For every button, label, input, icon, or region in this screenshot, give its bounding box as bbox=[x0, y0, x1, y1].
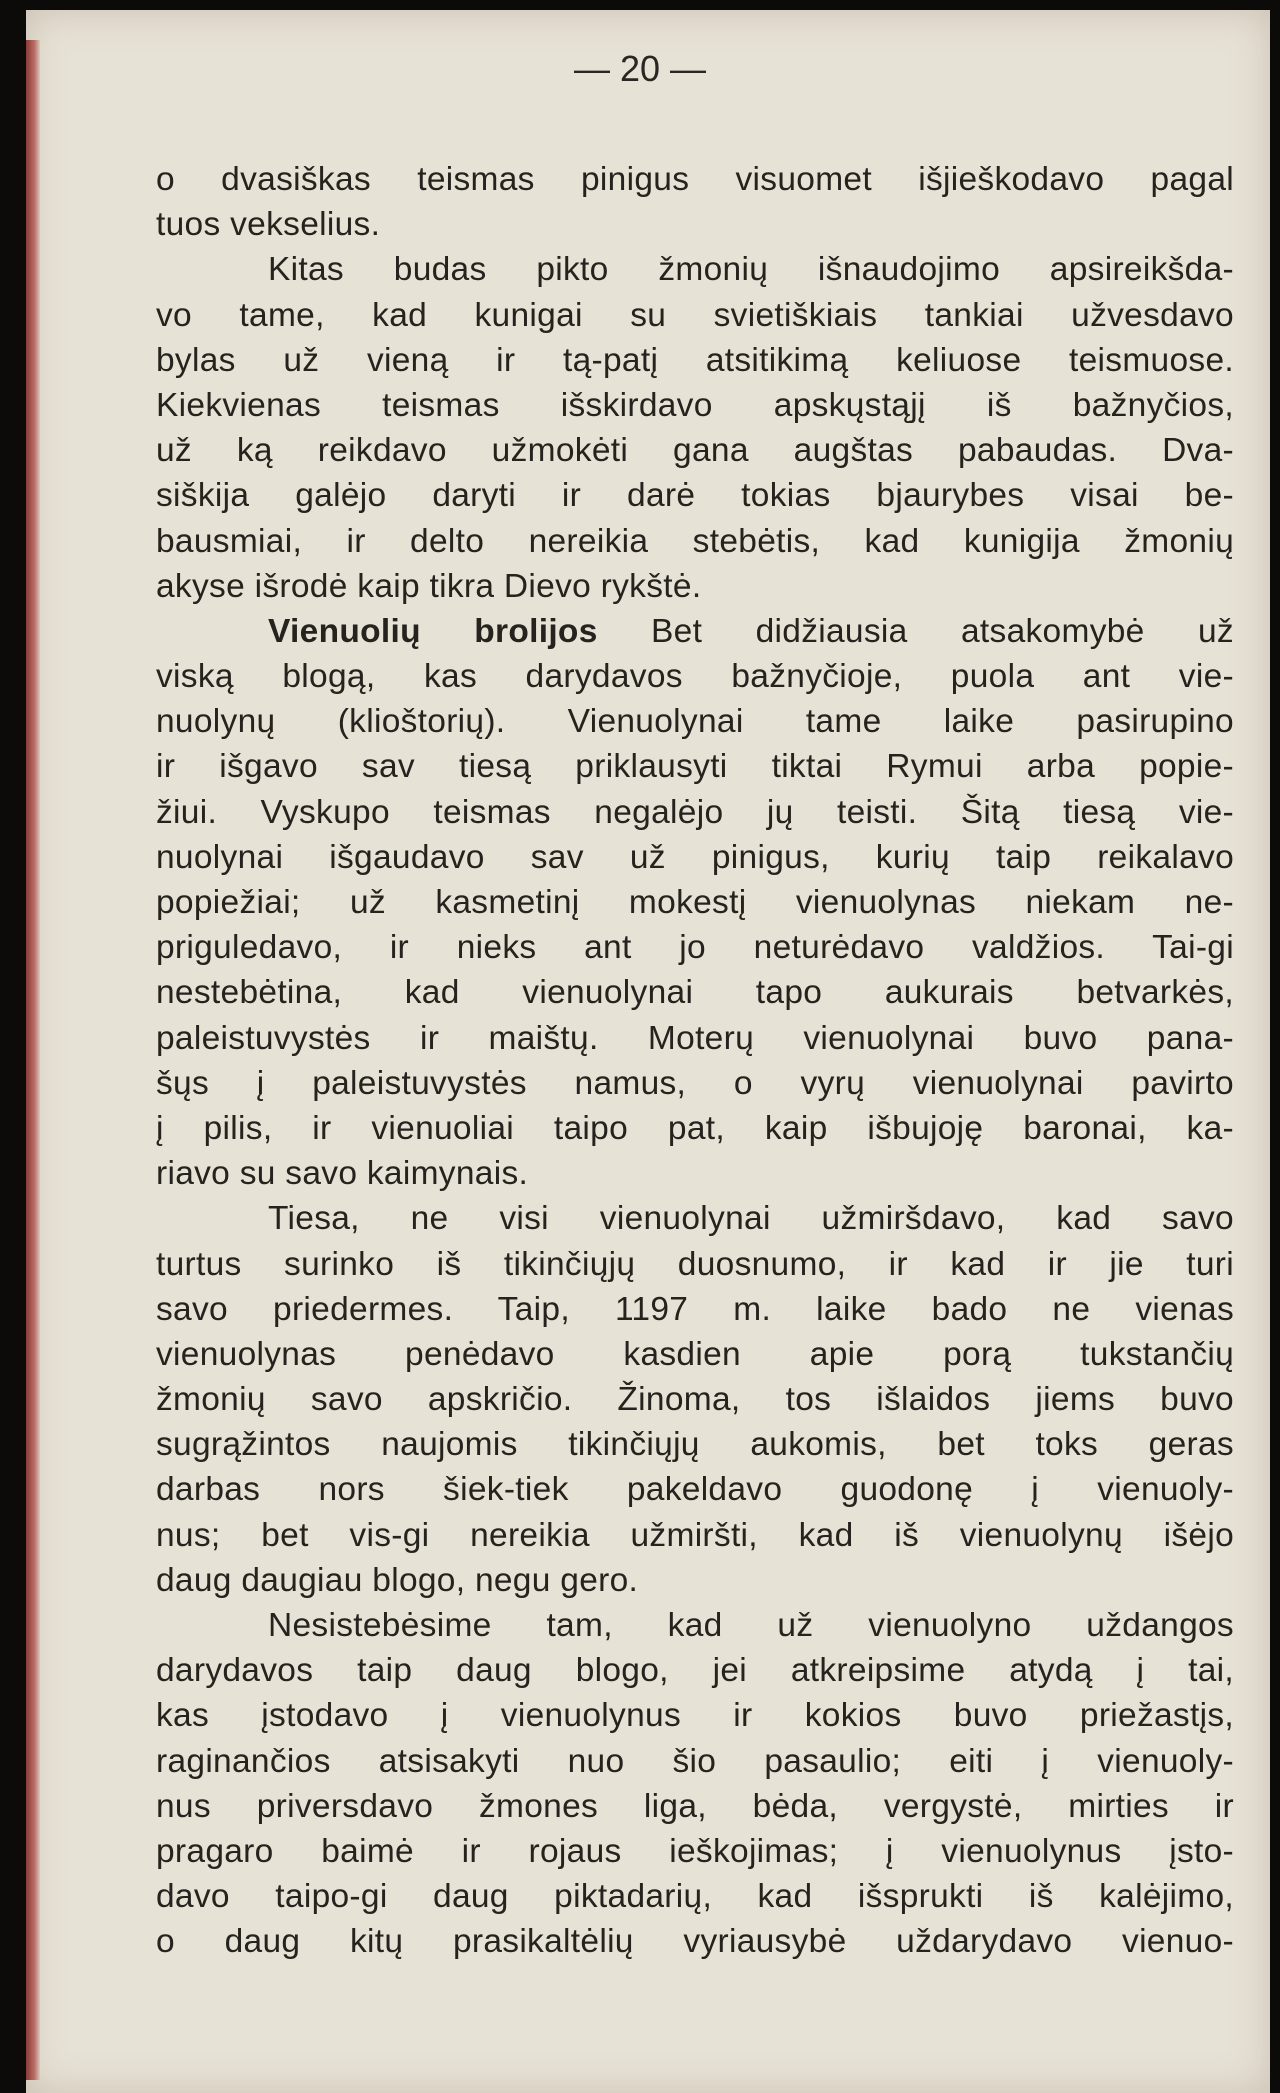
line-text: o dvasiškas teismas pinigus visuomet išjieškodavo pagal bbox=[156, 161, 1234, 198]
text-line bbox=[156, 1196, 1234, 1241]
text-line bbox=[156, 564, 1234, 609]
text-line bbox=[156, 1648, 1234, 1693]
line-text: ir išgavo sav tiesą priklausyti tiktai Rymui arba popie- bbox=[156, 748, 1234, 786]
text-line bbox=[156, 1332, 1234, 1377]
text-line bbox=[156, 202, 1234, 247]
line-text: nus priversdavo žmones liga, bėda, vergystė, mirties ir bbox=[156, 1787, 1234, 1825]
line-text: šųs į paleistuvystės namus, o vyrų vienuolynai pavirto bbox=[156, 1064, 1234, 1102]
text-line bbox=[156, 1287, 1234, 1332]
text-line bbox=[156, 654, 1234, 699]
text-line bbox=[156, 744, 1234, 789]
text-line bbox=[156, 880, 1234, 925]
text-line bbox=[156, 925, 1234, 970]
line-text: tuos vekselius. bbox=[156, 206, 381, 244]
line-text: nuolynai išgaudavo sav už pinigus, kurių taip reikalavo bbox=[156, 838, 1234, 876]
text-line bbox=[156, 1603, 1234, 1648]
section-heading: Vienuolių brolijos bbox=[268, 612, 598, 650]
line-text: pragaro baimė ir rojaus ieškojimas; į vienuolynus įsto- bbox=[156, 1832, 1234, 1870]
text-line bbox=[156, 1919, 1234, 1964]
line-text: nus; bet vis-gi nereikia užmiršti, kad iš vienuolynų išėjo bbox=[156, 1516, 1234, 1554]
line-text: Bet didžiausia atsakomybė už bbox=[597, 612, 1234, 650]
line-text: darbas nors šiek-tiek pakeldavo guodonę į vienuoly- bbox=[156, 1471, 1234, 1509]
text-line bbox=[156, 1829, 1234, 1874]
text-line bbox=[156, 790, 1234, 835]
text-line bbox=[156, 699, 1234, 744]
line-text: priguledavo, ir nieks ant jo neturėdavo valdžios. Tai-gi bbox=[156, 929, 1234, 967]
book-spine-edge bbox=[26, 40, 40, 2080]
text-line bbox=[156, 835, 1234, 880]
line-text: Nesistebėsime tam, kad už vienuolyno uždangos bbox=[268, 1607, 1234, 1644]
line-text: Tiesa, ne visi vienuolynai užmiršdavo, kad savo bbox=[268, 1200, 1234, 1238]
text-line bbox=[156, 383, 1234, 428]
line-text: bylas už vieną ir tą-patį atsitikimą keliuose teismuose. bbox=[156, 341, 1234, 379]
line-text: davo taipo-gi daug piktadarių, kad išsprukti iš kalėjimo, bbox=[156, 1878, 1234, 1916]
line-text: vo tame, kad kunigai su svietiškiais tankiai užvesdavo bbox=[156, 296, 1234, 334]
line-text: bausmiai, ir delto nereikia stebėtis, kad kunigija žmonių bbox=[156, 522, 1234, 560]
line-text: kas įstodavo į vienuolynus ir kokios buvo priežastįs, bbox=[156, 1697, 1234, 1735]
text-line bbox=[156, 247, 1234, 292]
text-line bbox=[156, 1377, 1234, 1422]
line-text: sugrąžintos naujomis tikinčiųjų aukomis, bet toks geras bbox=[156, 1426, 1234, 1464]
line-text: turtus surinko iš tikinčiųjų duosnumo, ir kad ir jie turi bbox=[156, 1245, 1234, 1283]
line-text: savo priedermes. Taip, 1197 m. laike bado ne vienas bbox=[156, 1290, 1234, 1328]
line-text: žmonių savo apskričio. Žinoma, tos išlaidos jiems buvo bbox=[156, 1381, 1234, 1419]
text-line bbox=[156, 1558, 1234, 1603]
page-number: — 20 — bbox=[573, 48, 707, 89]
line-text: akyse išrodė kaip tikra Dievo rykštė. bbox=[156, 567, 702, 605]
text-line bbox=[156, 1467, 1234, 1512]
text-line bbox=[156, 1784, 1234, 1829]
text-line bbox=[156, 157, 1234, 202]
line-text: nestebėtina, kad vienuolynai tapo aukurais betvarkės, bbox=[156, 974, 1234, 1012]
text-line bbox=[156, 1513, 1234, 1558]
line-text: viską blogą, kas darydavos bažnyčioje, puola ant vie- bbox=[156, 658, 1234, 696]
line-text: paleistuvystės ir maištų. Moterų vienuolynai buvo pana- bbox=[156, 1019, 1234, 1057]
line-text: o daug kitų prasikaltėlių vyriausybė uždarydavo vienuo- bbox=[156, 1923, 1234, 1961]
line-text: Kiekvienas teismas išskirdavo apskųstąjį iš bažnyčios, bbox=[156, 386, 1234, 424]
line-text: popiežiai; už kasmetinį mokestį vienuolynas niekam ne- bbox=[156, 884, 1234, 921]
text-line bbox=[156, 1151, 1234, 1196]
text-line bbox=[156, 970, 1234, 1015]
text-line bbox=[156, 428, 1234, 473]
text-line bbox=[156, 473, 1234, 518]
text-line bbox=[156, 519, 1234, 564]
line-text: raginančios atsisakyti nuo šio pasaulio; eiti į vienuoly- bbox=[156, 1742, 1234, 1780]
text-line bbox=[156, 1693, 1234, 1738]
line-text: vienuolynas penėdavo kasdien apie porą tukstančių bbox=[156, 1335, 1234, 1373]
line-text: riavo su savo kaimynais. bbox=[156, 1155, 529, 1193]
text-line bbox=[156, 609, 1234, 654]
line-text: daug daugiau blogo, negu gero. bbox=[156, 1561, 639, 1599]
line-text: Kitas budas pikto žmonių išnaudojimo apsireikšda- bbox=[268, 251, 1234, 289]
line-text: žiui. Vyskupo teismas negalėjo jų teisti. Šitą tiesą vie- bbox=[156, 793, 1234, 831]
text-line bbox=[156, 1106, 1234, 1151]
line-text: siškija galėjo daryti ir darė tokias bjaurybes visai be- bbox=[156, 477, 1234, 515]
line-text: nuolynų (klioštorių). Vienuolynai tame laike pasirupino bbox=[156, 703, 1234, 741]
text-line bbox=[156, 1422, 1234, 1467]
line-text: į pilis, ir vienuoliai taipo pat, kaip išbujoję baronai, ka- bbox=[156, 1109, 1234, 1147]
text-line bbox=[156, 1739, 1234, 1784]
line-text: už ką reikdavo užmokėti gana augštas pabaudas. Dva- bbox=[156, 432, 1234, 470]
text-line bbox=[156, 293, 1234, 338]
text-line bbox=[156, 1242, 1234, 1287]
text-line bbox=[156, 1061, 1234, 1106]
text-line bbox=[156, 1874, 1234, 1919]
text-line bbox=[156, 1016, 1234, 1061]
body-text bbox=[156, 157, 1234, 1965]
text-line bbox=[156, 338, 1234, 383]
line-text: darydavos taip daug blogo, jei atkreipsime atydą į tai, bbox=[156, 1652, 1234, 1690]
